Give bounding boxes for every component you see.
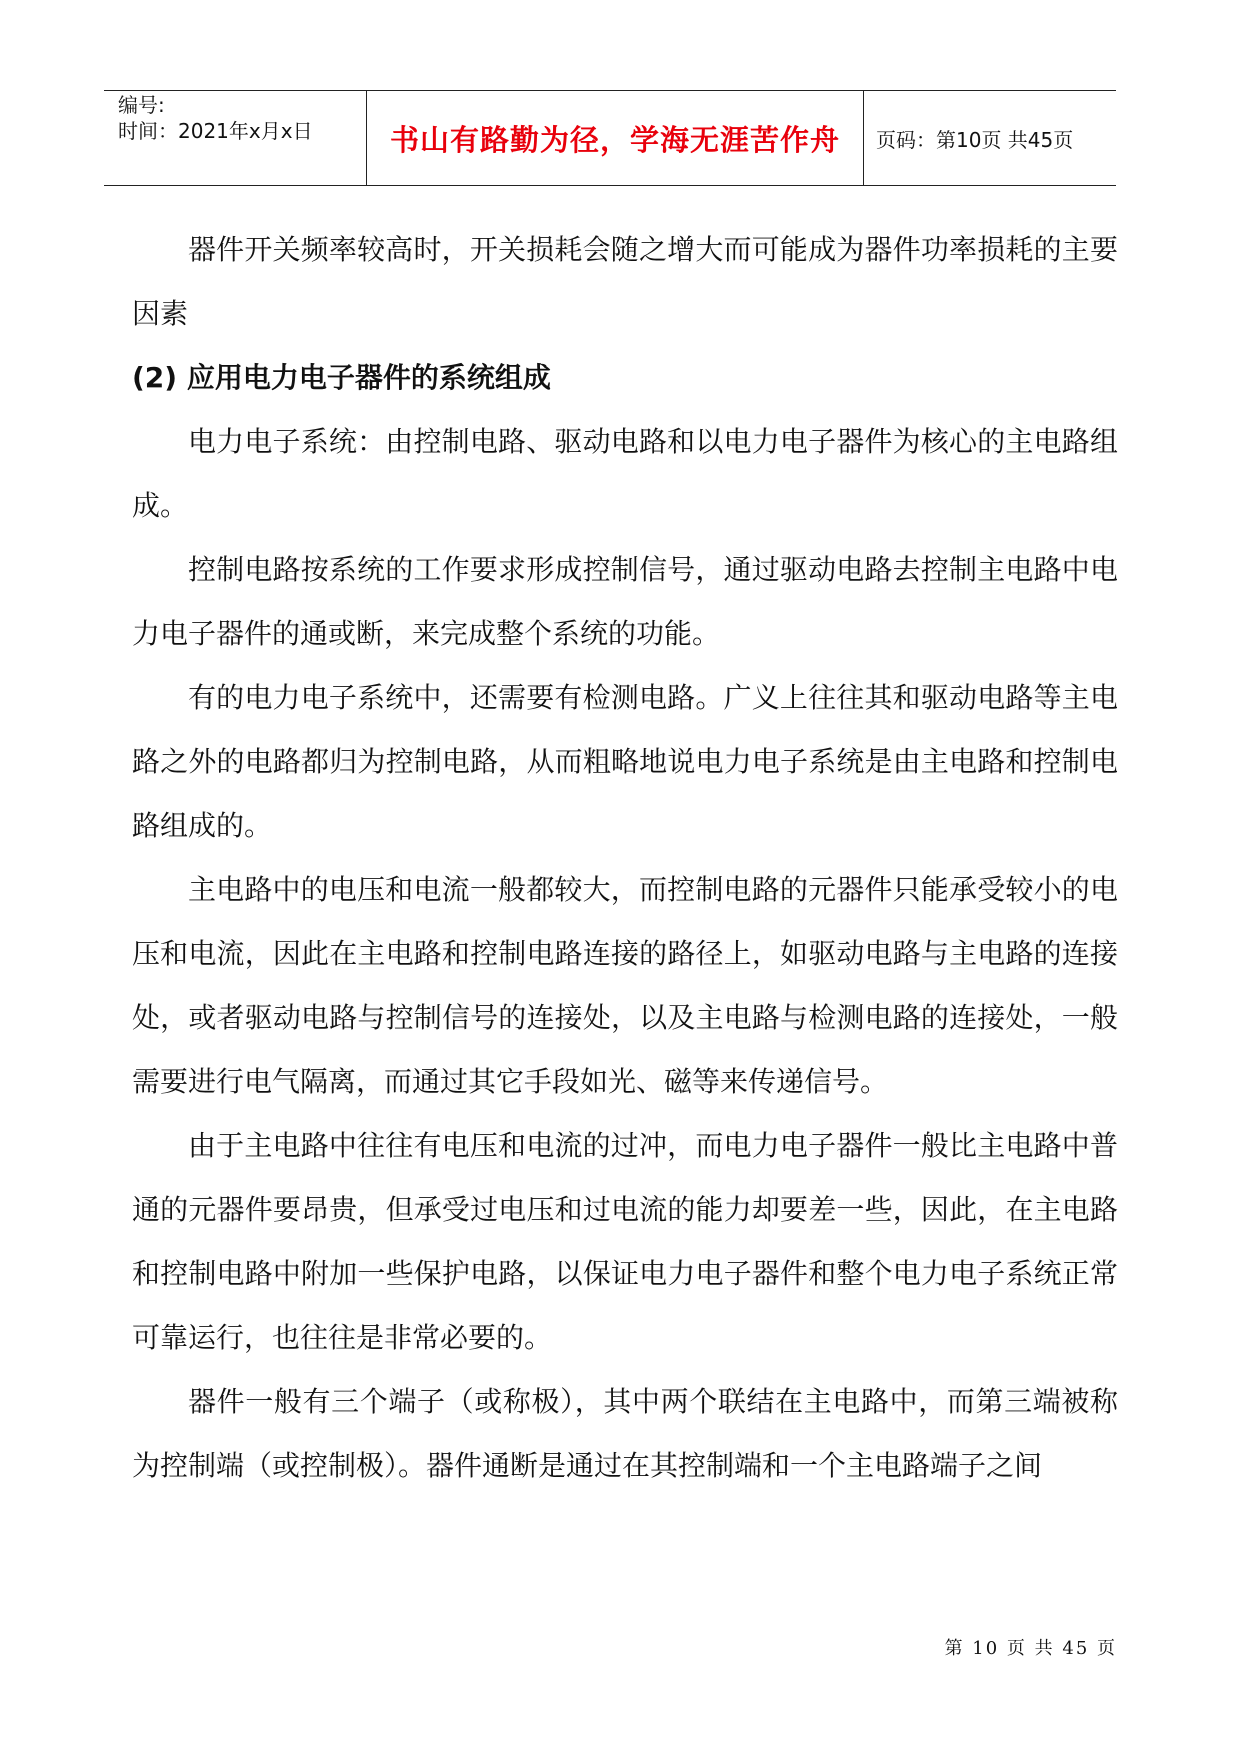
motto-text: 书山有路勤为径，学海无涯苦作舟 xyxy=(389,122,840,157)
paragraph: 电力电子系统：由控制电路、驱动电路和以电力电子器件为核心的主电路组成。 xyxy=(132,425,1118,522)
page-header xyxy=(104,90,1116,186)
serial-number-label: 编号: xyxy=(118,93,165,117)
paragraph: 控制电路按系统的工作要求形成控制信号，通过驱动电路去控制主电路中电力电子器件的通或断，来完成整个系统的功能。 xyxy=(132,553,1118,650)
paragraph: 器件一般有三个端子（或称极），其中两个联结在主电路中，而第三端被称为控制端（或控制极）。器件通断是通过在其控制端和一个主电路端子之间 xyxy=(132,1385,1118,1482)
section-heading: (2) 应用电力电子器件的系统组成 xyxy=(132,361,551,394)
paragraph: 由于主电路中往往有电压和电流的过冲，而电力电子器件一般比主电路中普通的元器件要昂贵，但承受过电压和过电流的能力却要差一些，因此，在主电路和控制电路中附加一些保护电路，以保证电力电子器件和整个电力电子系统正常可靠运行，也往往是非常必要的。 xyxy=(132,1129,1118,1354)
header-page-code: 页码：第10页 共45页 xyxy=(876,127,1074,152)
document-body xyxy=(132,218,1118,1498)
paragraph: 器件开关频率较高时，开关损耗会随之增大而可能成为器件功率损耗的主要因素 xyxy=(132,233,1118,330)
paragraph: 主电路中的电压和电流一般都较大，而控制电路的元器件只能承受较小的电压和电流，因此在主电路和控制电路连接的路径上，如驱动电路与主电路的连接处，或者驱动电路与控制信号的连接处，以及主电路与检测电路的连接处，一般需要进行电气隔离，而通过其它手段如光、磁等来传递信号。 xyxy=(132,873,1118,1098)
page-footer-number: 第 10 页 共 45 页 xyxy=(944,1638,1117,1659)
header-info-cell xyxy=(104,91,367,185)
time-label: 时间：2021年x月x日 xyxy=(118,119,313,143)
paragraph: 有的电力电子系统中，还需要有检测电路。广义上往往其和驱动电路等主电路之外的电路都归为控制电路，从而粗略地说电力电子系统是由主电路和控制电路组成的。 xyxy=(132,681,1118,842)
header-page-cell xyxy=(864,91,1116,185)
header-motto-cell xyxy=(367,91,864,185)
